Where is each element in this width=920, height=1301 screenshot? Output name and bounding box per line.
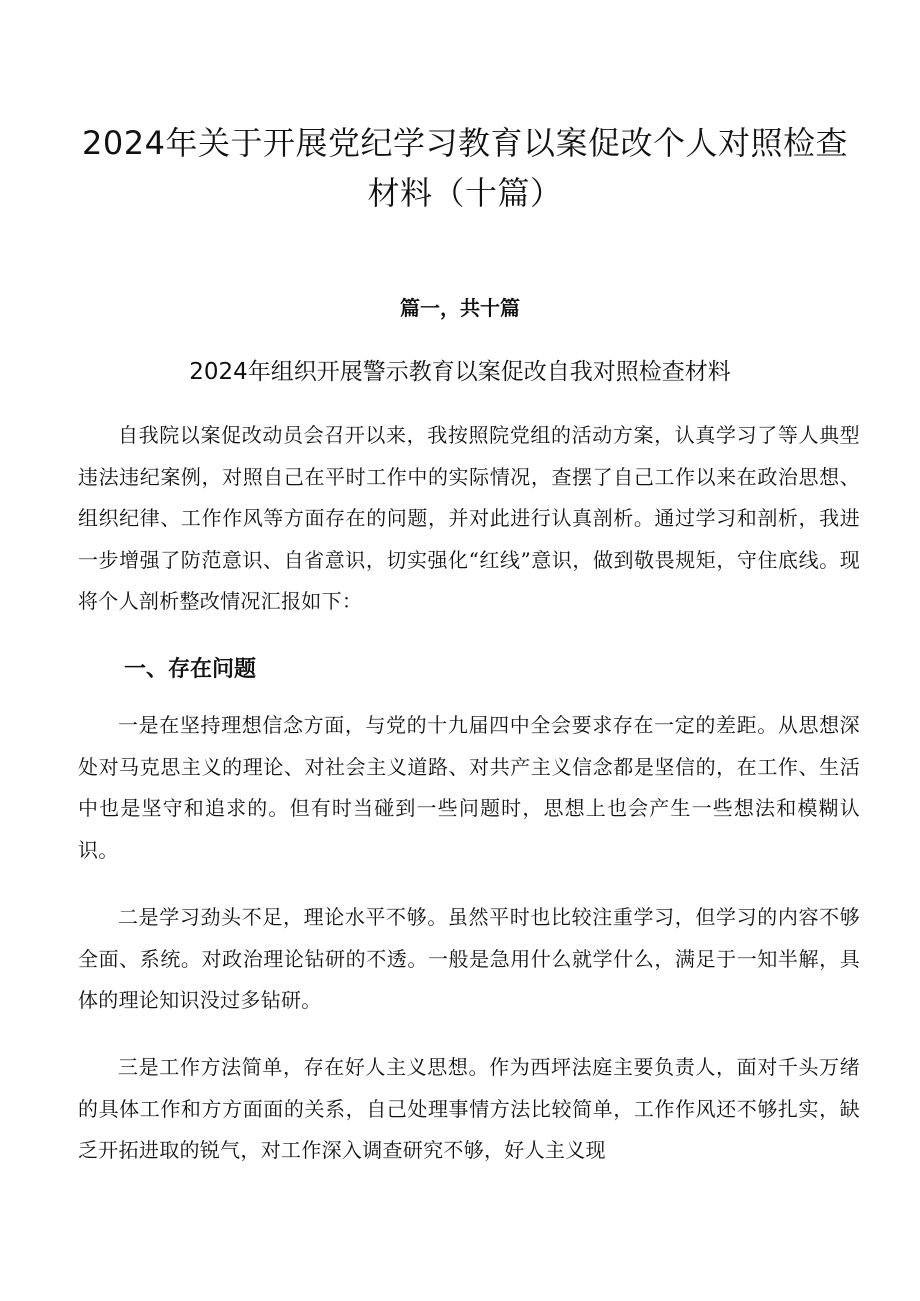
document-title	[70, 118, 860, 218]
intro-paragraph: 自我院以案促改动员会召开以来，我按照院党组的活动方案，认真学习了等人典型违法违纪案例，对照自己在平时工作中的实际情况，查摆了自己工作以来在政治思想、组织纪律、工作作风等方面存在的问题，并对此进行认真剖析。通过学习和剖析，我进一步增强了防范意识、自省意识，切实强化“红线”意识，做到敬畏规矩，守住底线。现将个人剖析整改情况汇报如下：	[78, 423, 860, 613]
paragraph-work-method: 三是工作方法简单，存在好人主义思想。作为西坪法庭主要负责人，面对千头万绪的具体工作和方方面面的关系，自己处理事情方法比较简单，工作作风还不够扎实，缺乏开拓进取的锐气，对工作深入调查研究不够，好人主义现	[78, 1055, 860, 1162]
section-heading: 一、存在问题	[124, 657, 257, 682]
paragraph-study: 二是学习劲头不足，理论水平不够。虽然平时也比较注重学习，但学习的内容不够全面、系统。对政治理论钻研的不透。一般是急用什么就学什么，满足于一知半解，具体的理论知识没过多钻研。	[78, 905, 860, 1012]
document-title-line-1: 2024年关于开展党纪学习教育以案促改个人对照检查	[82, 124, 848, 162]
paragraph-ideals: 一是在坚持理想信念方面，与党的十九届四中全会要求存在一定的差距。从思想深处对马克思主义的理论、对社会主义道路、对共产主义信念都是坚信的，在工作、生活中也是坚守和追求的。但有时当碰到一些问题时，思想上也会产生一些想法和模糊认识。	[78, 713, 860, 862]
part-label: 篇一，共十篇	[400, 296, 520, 320]
section-subtitle: 2024年组织开展警示教育以案促改自我对照检查材料	[189, 359, 731, 385]
document-title-line-2: 材料（十篇）	[367, 174, 563, 212]
